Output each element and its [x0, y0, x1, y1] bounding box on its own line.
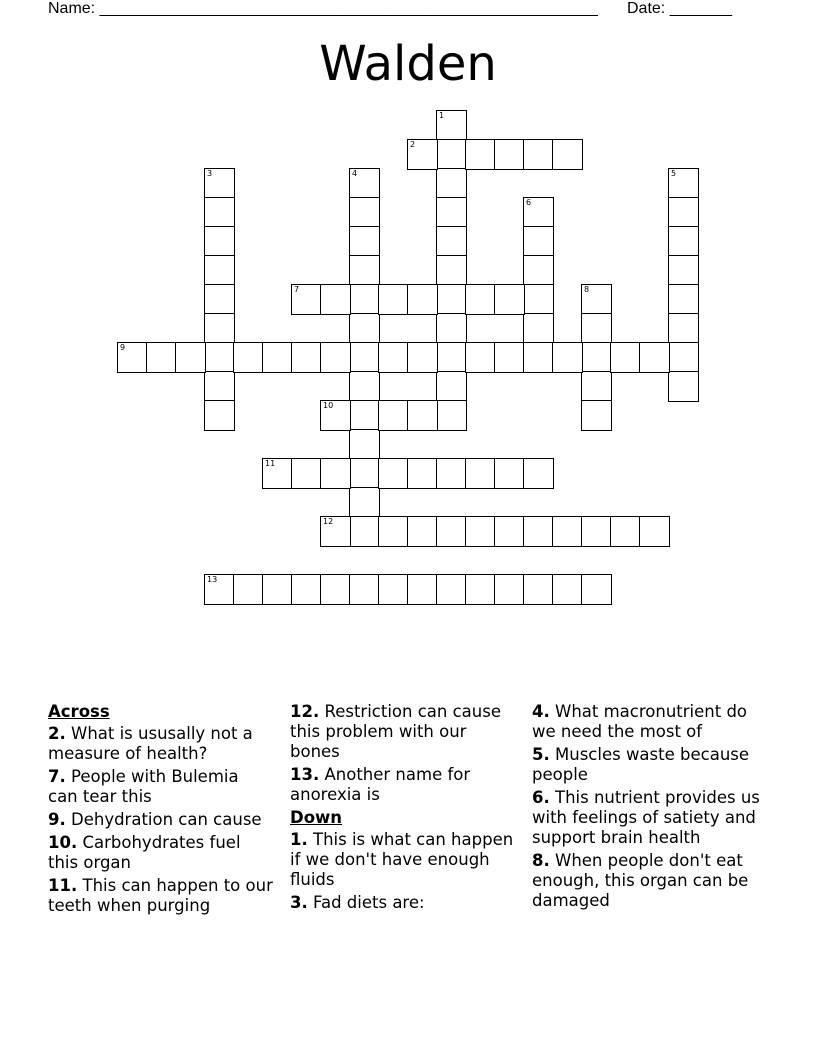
clue-across-10: [48, 833, 273, 873]
grid-cell[interactable]: [494, 284, 525, 315]
grid-cell[interactable]: [494, 139, 525, 170]
grid-cell[interactable]: [523, 139, 554, 170]
clue-number: 3.: [290, 893, 308, 912]
grid-cell[interactable]: [378, 458, 409, 489]
clue-column-2: [290, 702, 515, 916]
clue-text: Another name for anorexia is: [290, 765, 471, 804]
grid-cell[interactable]: [407, 400, 438, 431]
grid-cell[interactable]: [436, 574, 467, 605]
grid-cell[interactable]: [204, 371, 235, 402]
clue-text: This nutrient provides us with feelings of satiety and support brain health: [532, 788, 760, 847]
grid-cell[interactable]: [581, 400, 612, 431]
grid-cell[interactable]: [407, 284, 438, 315]
grid-cell[interactable]: [349, 197, 380, 228]
clue-number: 6.: [532, 788, 550, 807]
clue-text: Restriction can cause this problem with our bones: [290, 702, 501, 761]
grid-cell[interactable]: [117, 342, 148, 373]
grid-cell[interactable]: [320, 574, 351, 605]
clue-column-3: [532, 702, 770, 914]
grid-cell[interactable]: [262, 342, 293, 373]
grid-cell[interactable]: [349, 313, 380, 344]
clue-text: Dehydration can cause: [71, 810, 262, 829]
page-title: Walden: [319, 36, 497, 92]
grid-cell[interactable]: [349, 574, 380, 605]
grid-cell[interactable]: [204, 574, 235, 605]
grid-cell[interactable]: [407, 342, 438, 373]
clue-column-1: [48, 702, 273, 919]
grid-cell[interactable]: [494, 458, 525, 489]
grid-cell[interactable]: [436, 255, 467, 286]
grid-cell[interactable]: [436, 284, 467, 315]
date-line[interactable]: Date: _______: [627, 0, 732, 17]
grid-cell[interactable]: [523, 574, 554, 605]
grid-cell[interactable]: [436, 110, 467, 141]
grid-cell[interactable]: [204, 197, 235, 228]
cell-number: 2: [410, 140, 416, 149]
grid-cell[interactable]: [407, 516, 438, 547]
grid-cell[interactable]: [320, 400, 351, 431]
grid-cell[interactable]: [494, 342, 525, 373]
clue-across-11: [48, 876, 273, 916]
grid-cell[interactable]: [668, 284, 699, 315]
grid-cell[interactable]: [204, 284, 235, 315]
grid-cell[interactable]: [581, 342, 612, 373]
grid-cell[interactable]: [436, 371, 467, 402]
grid-cell[interactable]: [436, 516, 467, 547]
grid-cell[interactable]: [378, 400, 409, 431]
clue-text: What is ususally not a measure of health?: [48, 724, 253, 763]
clue-list: [48, 702, 778, 1022]
clue-text: People with Bulemia can tear this: [48, 767, 239, 806]
grid-cell[interactable]: [581, 574, 612, 605]
grid-cell[interactable]: [204, 168, 235, 199]
cell-number: 8: [584, 285, 590, 294]
grid-cell[interactable]: [204, 400, 235, 431]
grid-cell[interactable]: [349, 255, 380, 286]
down-heading: Down: [290, 808, 343, 827]
grid-cell[interactable]: [668, 226, 699, 257]
grid-cell[interactable]: [668, 255, 699, 286]
grid-cell[interactable]: [581, 313, 612, 344]
grid-cell[interactable]: [552, 342, 583, 373]
cell-number: 9: [120, 343, 126, 352]
grid-cell[interactable]: [233, 342, 264, 373]
grid-cell[interactable]: [523, 255, 554, 286]
clue-across-13: [290, 765, 515, 805]
grid-cell[interactable]: [233, 574, 264, 605]
clue-number: 1.: [290, 830, 308, 849]
grid-cell[interactable]: [349, 400, 380, 431]
clue-text: This is what can happen if we don't have enough fluids: [290, 830, 514, 889]
grid-cell[interactable]: [465, 284, 496, 315]
grid-cell[interactable]: [262, 574, 293, 605]
clue-across-7: [48, 767, 273, 807]
grid-cell[interactable]: [378, 342, 409, 373]
clue-number: 8.: [532, 851, 550, 870]
clue-across-9: [48, 810, 273, 830]
grid-cell[interactable]: [204, 313, 235, 344]
clue-down-4: [532, 702, 770, 742]
clue-text: Muscles waste because people: [532, 745, 750, 784]
grid-cell[interactable]: [349, 371, 380, 402]
clue-text: Carbohydrates fuel this organ: [48, 833, 241, 872]
clue-number: 12.: [290, 702, 320, 721]
grid-cell[interactable]: [175, 342, 206, 373]
grid-cell[interactable]: [494, 574, 525, 605]
cell-number: 6: [526, 198, 532, 207]
grid-cell[interactable]: [523, 313, 554, 344]
grid-cell[interactable]: [436, 458, 467, 489]
clue-number: 7.: [48, 767, 66, 786]
grid-cell[interactable]: [320, 516, 351, 547]
cell-number: 13: [207, 575, 218, 584]
clue-number: 2.: [48, 724, 66, 743]
clue-number: 13.: [290, 765, 320, 784]
grid-cell[interactable]: [523, 197, 554, 228]
grid-cell[interactable]: [204, 226, 235, 257]
cell-number: 12: [323, 517, 334, 526]
grid-cell[interactable]: [668, 342, 699, 373]
grid-cell[interactable]: [610, 342, 641, 373]
clue-number: 11.: [48, 876, 78, 895]
cell-number: 4: [352, 169, 358, 178]
grid-cell[interactable]: [668, 197, 699, 228]
grid-cell[interactable]: [349, 458, 380, 489]
grid-cell[interactable]: [291, 342, 322, 373]
grid-cell[interactable]: [349, 168, 380, 199]
clue-down-8: [532, 851, 770, 911]
grid-cell[interactable]: [581, 284, 612, 315]
grid-cell[interactable]: [349, 516, 380, 547]
grid-cell[interactable]: [320, 284, 351, 315]
grid-cell[interactable]: [204, 255, 235, 286]
grid-cell[interactable]: [523, 284, 554, 315]
across-heading: Across: [48, 702, 110, 721]
grid-cell[interactable]: [465, 458, 496, 489]
grid-cell[interactable]: [523, 226, 554, 257]
grid-cell[interactable]: [378, 574, 409, 605]
grid-cell[interactable]: [436, 313, 467, 344]
grid-cell[interactable]: [407, 139, 438, 170]
grid-cell[interactable]: [465, 574, 496, 605]
grid-cell[interactable]: [349, 429, 380, 460]
grid-cell[interactable]: [552, 574, 583, 605]
clue-down-6: [532, 788, 770, 848]
grid-cell[interactable]: [436, 168, 467, 199]
grid-cell[interactable]: [581, 371, 612, 402]
grid-cell[interactable]: [204, 342, 235, 373]
cell-number: 7: [294, 285, 300, 294]
grid-cell[interactable]: [668, 168, 699, 199]
clue-down-3: [290, 893, 515, 913]
grid-cell[interactable]: [494, 516, 525, 547]
grid-cell[interactable]: [349, 226, 380, 257]
cell-number: 11: [265, 459, 276, 468]
clue-number: 9.: [48, 810, 66, 829]
grid-cell[interactable]: [668, 371, 699, 402]
grid-cell[interactable]: [349, 284, 380, 315]
clue-text: What macronutrient do we need the most of: [532, 702, 748, 741]
cell-number: 5: [671, 169, 677, 178]
grid-cell[interactable]: [436, 400, 467, 431]
clue-across-12: [290, 702, 515, 762]
grid-cell[interactable]: [523, 516, 554, 547]
name-line[interactable]: Name: ________________________________________________________: [48, 0, 598, 17]
grid-cell[interactable]: [523, 342, 554, 373]
clue-down-1: [290, 830, 515, 890]
grid-cell[interactable]: [436, 342, 467, 373]
grid-cell[interactable]: [262, 458, 293, 489]
grid-cell[interactable]: [378, 516, 409, 547]
grid-cell[interactable]: [320, 458, 351, 489]
grid-cell[interactable]: [639, 516, 670, 547]
grid-cell[interactable]: [465, 342, 496, 373]
grid-cell[interactable]: [465, 516, 496, 547]
grid-cell[interactable]: [378, 284, 409, 315]
grid-cell[interactable]: [436, 139, 467, 170]
grid-cell[interactable]: [320, 342, 351, 373]
grid-cell[interactable]: [291, 574, 322, 605]
clue-down-5: [532, 745, 770, 785]
grid-cell[interactable]: [349, 342, 380, 373]
cell-number: 10: [323, 401, 334, 410]
grid-cell[interactable]: [436, 226, 467, 257]
grid-cell[interactable]: [552, 139, 583, 170]
clue-number: 5.: [532, 745, 550, 764]
clue-number: 4.: [532, 702, 550, 721]
grid-cell[interactable]: [581, 516, 612, 547]
grid-cell[interactable]: [639, 342, 670, 373]
grid-cell[interactable]: [349, 487, 380, 518]
cell-number: 3: [207, 169, 213, 178]
grid-cell[interactable]: [465, 139, 496, 170]
grid-cell[interactable]: [291, 284, 322, 315]
clue-across-2: [48, 724, 273, 764]
grid-cell[interactable]: [552, 516, 583, 547]
grid-cell[interactable]: [146, 342, 177, 373]
grid-cell[interactable]: [407, 458, 438, 489]
grid-cell[interactable]: [291, 458, 322, 489]
clue-number: 10.: [48, 833, 78, 852]
grid-cell[interactable]: [436, 197, 467, 228]
grid-cell[interactable]: [523, 458, 554, 489]
clue-text: This can happen to our teeth when purging: [48, 876, 273, 915]
grid-cell[interactable]: [610, 516, 641, 547]
clue-text: When people don't eat enough, this organ can be damaged: [532, 851, 749, 910]
cell-number: 1: [439, 111, 445, 120]
clue-text: Fad diets are:: [313, 893, 425, 912]
grid-cell[interactable]: [407, 574, 438, 605]
grid-cell[interactable]: [668, 313, 699, 344]
